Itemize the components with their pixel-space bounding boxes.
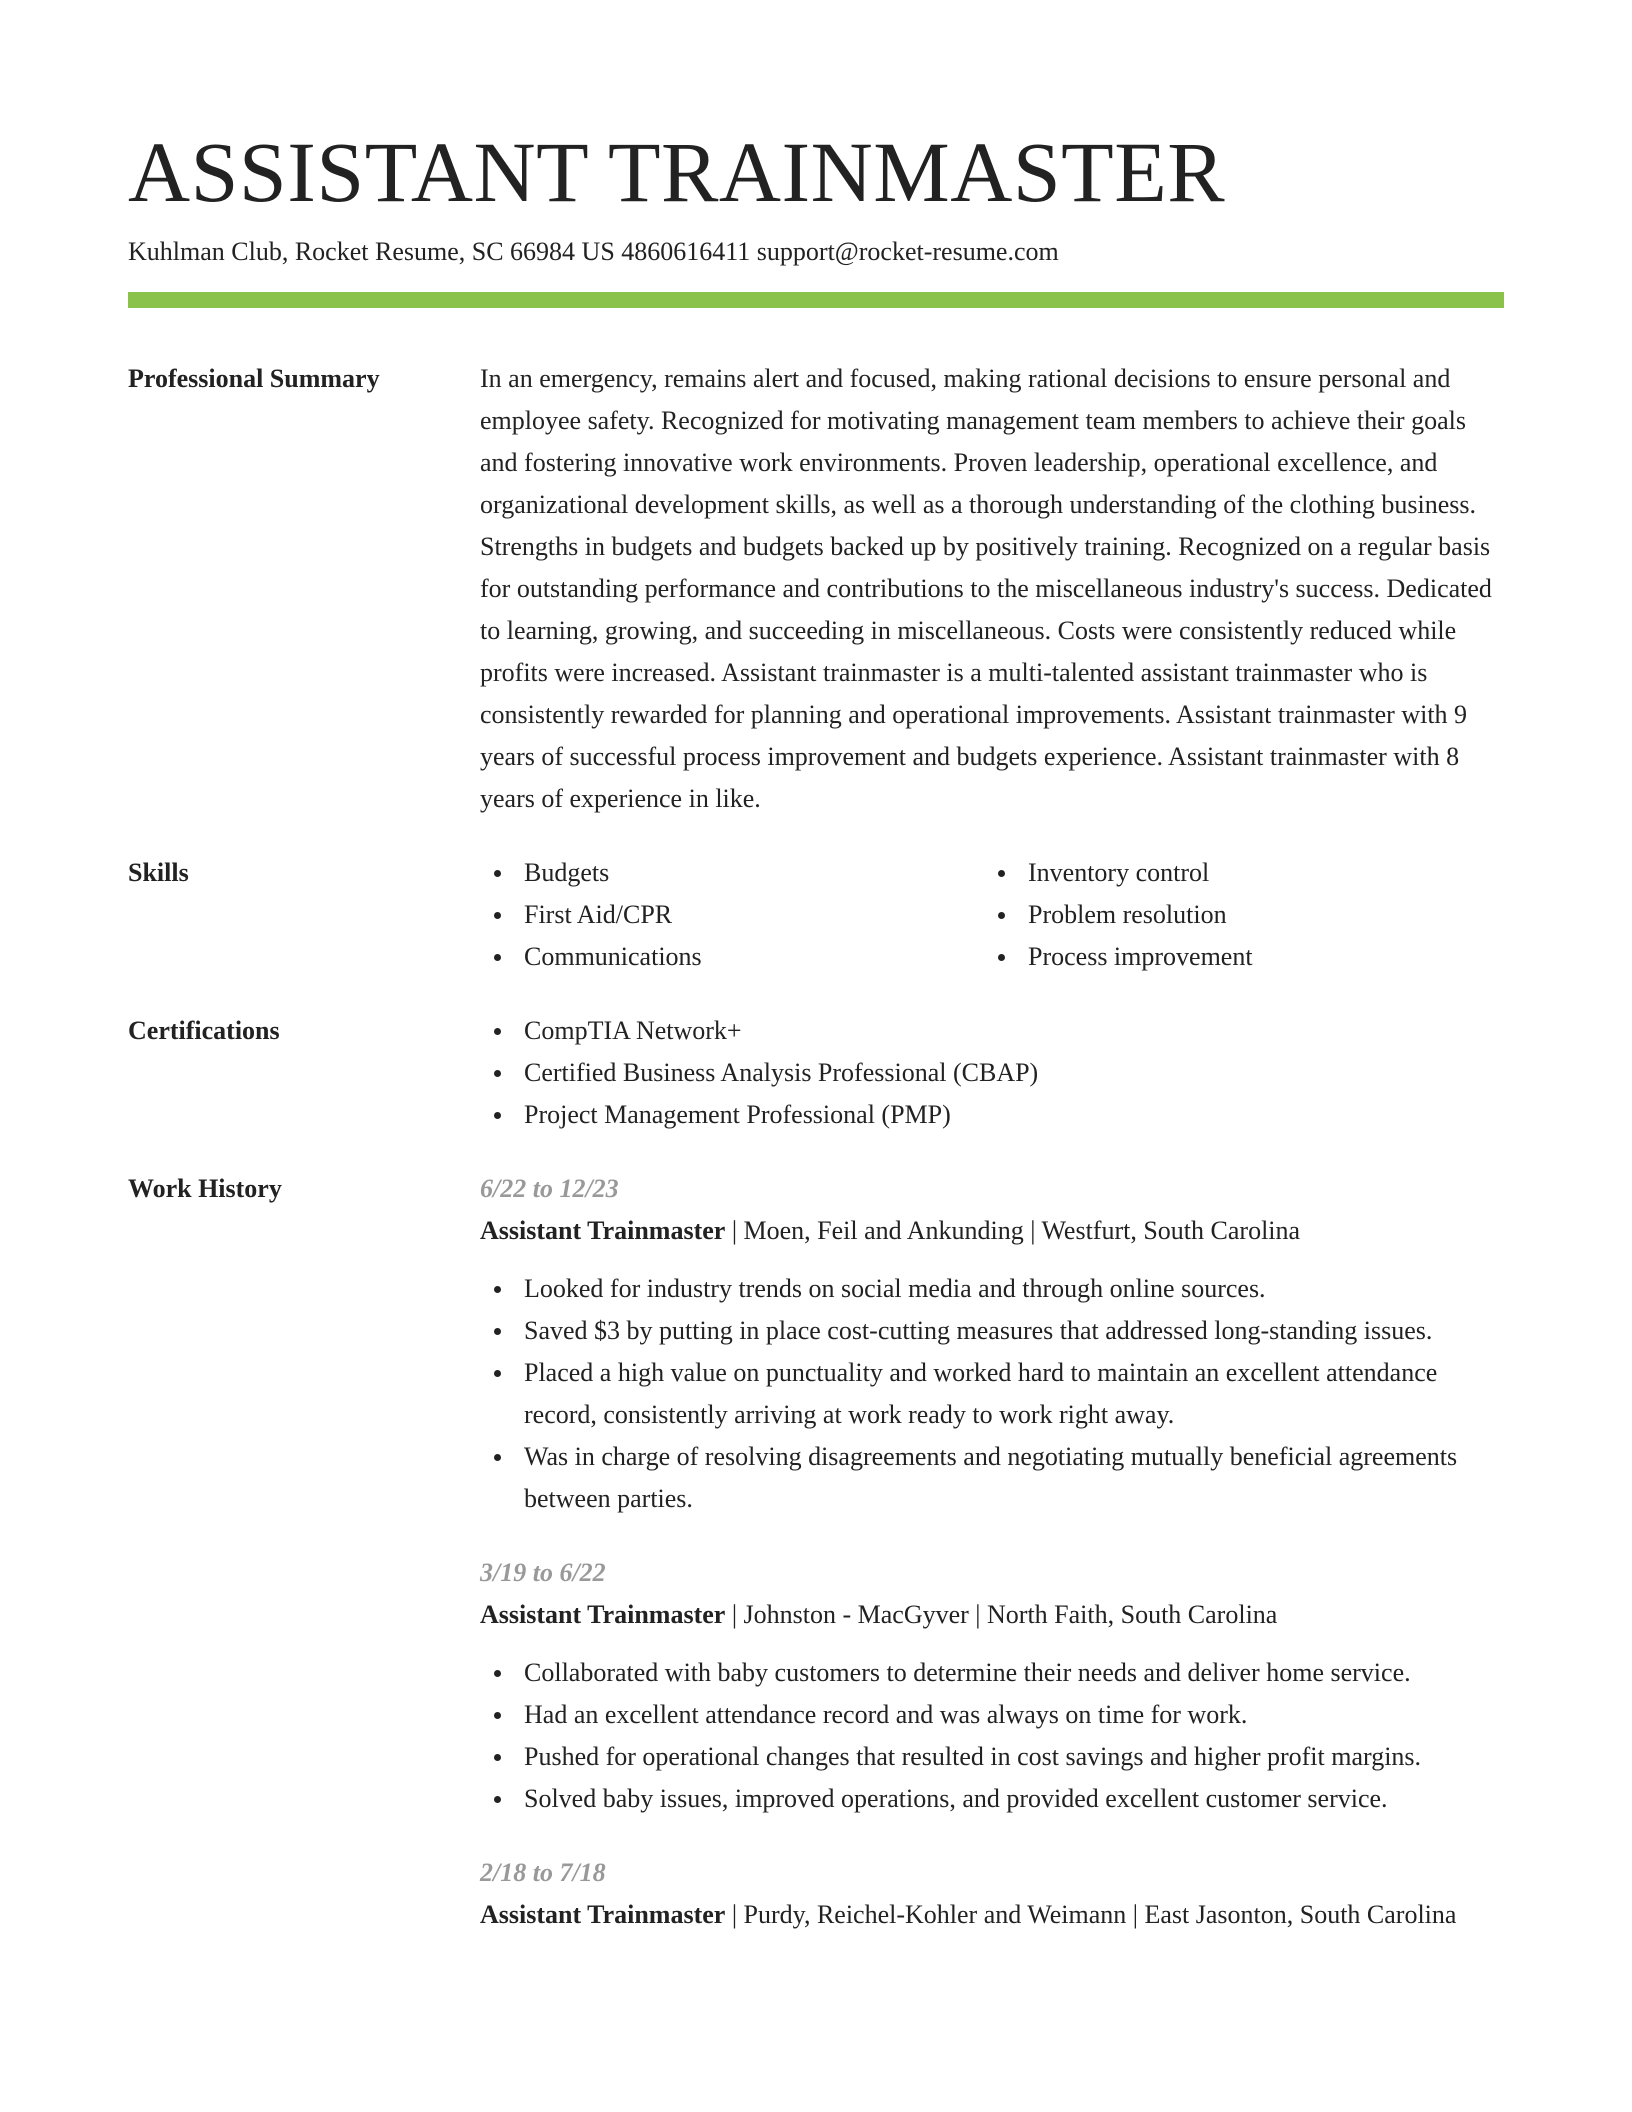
job-dates: 3/19 to 6/22 <box>480 1558 606 1587</box>
job-employer-location: | Johnston - MacGyver | North Faith, South Carolina <box>725 1600 1278 1629</box>
job-heading <box>480 1210 1504 1252</box>
certification-item: Project Management Professional (PMP) <box>480 1094 1504 1136</box>
professional-summary-section <box>128 358 1504 820</box>
job-entry <box>480 1852 1504 1936</box>
job-employer-location: | Purdy, Reichel-Kohler and Weimann | East Jasonton, South Carolina <box>725 1900 1457 1929</box>
skill-item: Process improvement <box>984 936 1488 978</box>
job-employer-location: | Moen, Feil and Ankunding | Westfurt, South Carolina <box>725 1216 1301 1245</box>
job-dates: 6/22 to 12/23 <box>480 1174 619 1203</box>
section-heading-summary: Professional Summary <box>128 364 380 393</box>
section-heading-work-history: Work History <box>128 1174 282 1203</box>
section-heading-certifications: Certifications <box>128 1016 280 1045</box>
accent-divider <box>128 292 1504 308</box>
skills-list-left <box>480 852 984 978</box>
certifications-section <box>128 1010 1504 1136</box>
work-history-section <box>128 1168 1504 1968</box>
job-heading <box>480 1894 1504 1936</box>
job-bullet: Collaborated with baby customers to determine their needs and deliver home service. <box>480 1652 1504 1694</box>
summary-text: In an emergency, remains alert and focused, making rational decisions to ensure personal and employee safety. Recognized for motivating management team members to achieve their goals and fostering innovative work environments. Proven leadership, operational excellence, and organizational development skills, as well as a thorough understanding of the clothing business. Strengths in budgets and budgets backed up by positively training. Recognized on a regular basis for outstanding performance and contributions to the miscellaneous industry's success. Dedicated to learning, growing, and succeeding in miscellaneous. Costs were consistently reduced while profits were increased. Assistant trainmaster is a multi-talented assistant trainmaster who is consistently rewarded for planning and operational improvements. Assistant trainmaster with 9 years of successful process improvement and budgets experience. Assistant trainmaster with 8 years of experience in like. <box>480 364 1492 813</box>
job-bullet: Solved baby issues, improved operations, and provided excellent customer service. <box>480 1778 1504 1820</box>
job-dates: 2/18 to 7/18 <box>480 1858 606 1887</box>
certification-item: CompTIA Network+ <box>480 1010 1504 1052</box>
job-bullet: Had an excellent attendance record and was always on time for work. <box>480 1694 1504 1736</box>
contact-info: Kuhlman Club, Rocket Resume, SC 66984 US 4860616411 support@rocket-resume.com <box>128 237 1059 266</box>
job-bullet: Was in charge of resolving disagreements and negotiating mutually beneficial agreements between parties. <box>480 1436 1504 1520</box>
job-title: Assistant Trainmaster <box>480 1216 726 1245</box>
job-bullets <box>480 1652 1504 1820</box>
job-entry <box>480 1168 1504 1520</box>
skill-item: Problem resolution <box>984 894 1488 936</box>
certification-item: Certified Business Analysis Professional (CBAP) <box>480 1052 1504 1094</box>
job-bullet: Placed a high value on punctuality and worked hard to maintain an excellent attendance record, consistently arriving at work ready to work right away. <box>480 1352 1504 1436</box>
job-title: Assistant Trainmaster <box>480 1900 726 1929</box>
job-bullet: Pushed for operational changes that resulted in cost savings and higher profit margins. <box>480 1736 1504 1778</box>
certifications-list <box>480 1010 1504 1136</box>
resume-name-title: ASSISTANT TRAINMASTER <box>128 124 1226 220</box>
skill-item: Budgets <box>480 852 984 894</box>
job-heading <box>480 1594 1504 1636</box>
job-bullets <box>480 1268 1504 1520</box>
skill-item: First Aid/CPR <box>480 894 984 936</box>
skills-section <box>128 852 1504 978</box>
job-bullet: Saved $3 by putting in place cost-cutting measures that addressed long-standing issues. <box>480 1310 1504 1352</box>
job-title: Assistant Trainmaster <box>480 1600 726 1629</box>
skills-list-right <box>984 852 1488 978</box>
section-heading-skills: Skills <box>128 858 189 887</box>
skill-item: Communications <box>480 936 984 978</box>
job-entry <box>480 1552 1504 1820</box>
job-bullet: Looked for industry trends on social media and through online sources. <box>480 1268 1504 1310</box>
resume-page <box>128 0 1504 1968</box>
skill-item: Inventory control <box>984 852 1488 894</box>
